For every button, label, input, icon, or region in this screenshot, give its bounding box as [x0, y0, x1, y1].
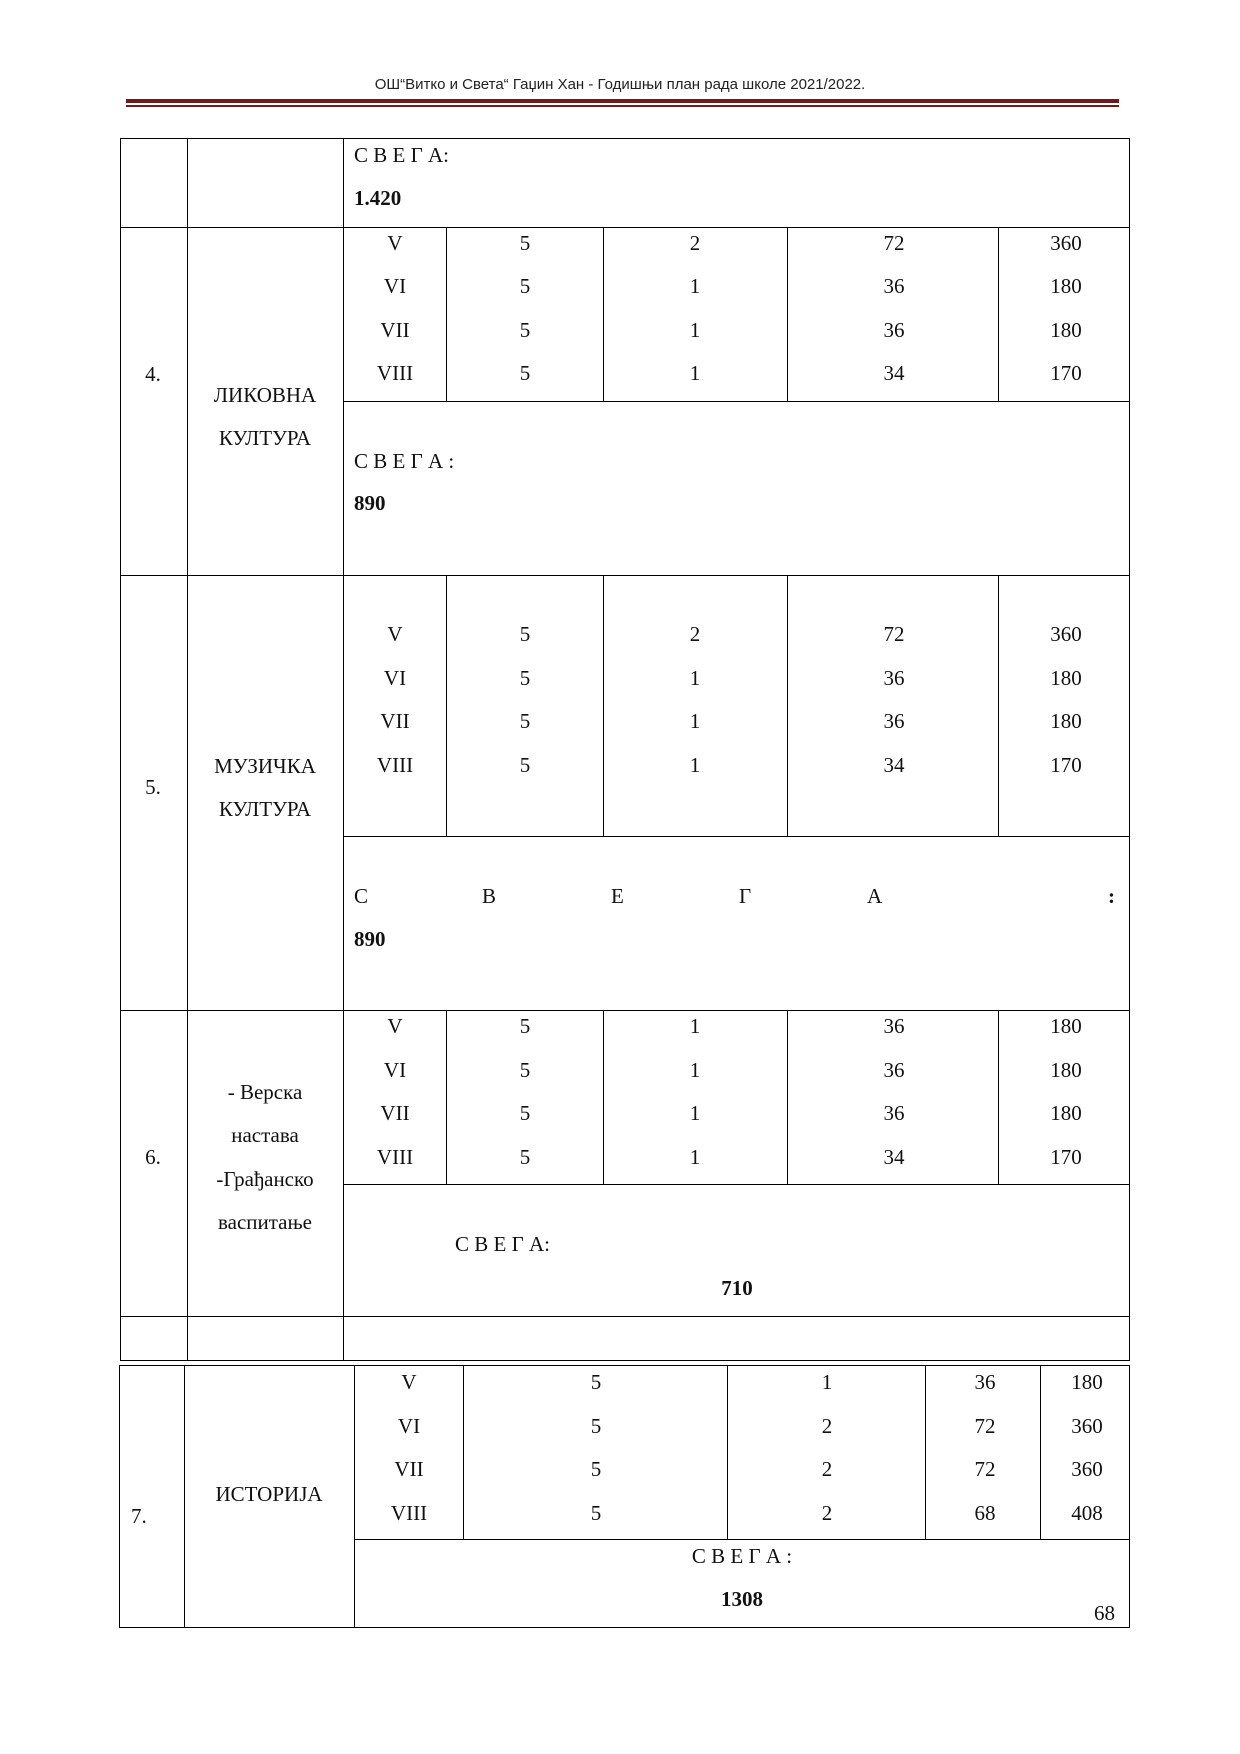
- data-cell: 180: [1050, 666, 1082, 690]
- grade-cell: VI: [383, 274, 407, 298]
- data-cell: 180: [1050, 1101, 1082, 1125]
- data-cell: 5: [519, 274, 531, 298]
- data-cell: 5: [590, 1501, 602, 1525]
- subject-name: настава: [231, 1123, 299, 1147]
- grade-cell: VIII: [376, 1145, 414, 1169]
- data-cell: 1: [689, 1058, 701, 1082]
- data-cell: 5: [519, 1101, 531, 1125]
- grade-cell: VI: [397, 1414, 421, 1438]
- data-cell: 180: [1071, 1370, 1103, 1394]
- data-cell: 5: [590, 1414, 602, 1438]
- subject-name: ЛИКОВНА: [213, 383, 317, 407]
- subject-name: КУЛТУРА: [218, 797, 312, 821]
- row-total: 1308: [721, 1587, 763, 1611]
- data-cell: 170: [1050, 753, 1082, 777]
- data-cell: 1: [689, 666, 701, 690]
- data-cell: 5: [519, 709, 531, 733]
- svega-label: С В Е Г А :: [691, 1544, 793, 1568]
- data-cell: 2: [689, 622, 701, 646]
- grade-cell: V: [387, 1014, 403, 1038]
- data-cell: 1: [689, 1145, 701, 1169]
- data-cell: 34: [883, 361, 905, 385]
- data-cell: 72: [883, 622, 905, 646]
- grade-cell: V: [401, 1370, 417, 1394]
- svega-label: С В Е Г А:: [354, 143, 449, 167]
- data-cell: 36: [974, 1370, 996, 1394]
- row-number: 6.: [145, 1145, 161, 1169]
- document-header: ОШ“Витко и Света“ Гаџин Хан - Годишњи план рада школе 2021/2022.: [374, 76, 866, 93]
- row-total: 1.420: [354, 186, 402, 210]
- data-cell: 180: [1050, 1014, 1082, 1038]
- grade-cell: VII: [380, 1101, 410, 1125]
- data-cell: 5: [519, 1058, 531, 1082]
- row-total: 890: [354, 927, 386, 951]
- row-total: 710: [721, 1276, 753, 1300]
- grade-cell: V: [387, 622, 403, 646]
- header-rule-thin: [126, 105, 1119, 107]
- data-cell: 2: [821, 1414, 833, 1438]
- subject-name: МУЗИЧКА: [214, 754, 316, 778]
- subject-name: васпитање: [217, 1210, 313, 1234]
- grade-cell: VII: [380, 318, 410, 342]
- subject-name: - Верска: [227, 1080, 303, 1104]
- subject-name: ИСТОРИЈА: [215, 1482, 323, 1506]
- data-cell: 36: [883, 1014, 905, 1038]
- svega-label: С В Е Г А:: [455, 1232, 550, 1256]
- grade-cell: VII: [380, 709, 410, 733]
- row-number: 5.: [145, 775, 161, 799]
- data-cell: 1: [821, 1370, 833, 1394]
- data-cell: 180: [1050, 1058, 1082, 1082]
- data-cell: 408: [1071, 1501, 1103, 1525]
- data-cell: 5: [519, 318, 531, 342]
- data-cell: 34: [883, 1145, 905, 1169]
- data-cell: 5: [519, 1014, 531, 1038]
- data-cell: 5: [519, 666, 531, 690]
- subject-name: КУЛТУРА: [218, 426, 312, 450]
- data-cell: 68: [974, 1501, 996, 1525]
- data-cell: 36: [883, 1058, 905, 1082]
- data-cell: 180: [1050, 318, 1082, 342]
- data-cell: 36: [883, 1101, 905, 1125]
- data-cell: 2: [689, 231, 701, 255]
- data-cell: 1: [689, 361, 701, 385]
- data-cell: 72: [974, 1457, 996, 1481]
- data-cell: 34: [883, 753, 905, 777]
- svega-label: С В Е Г А :: [354, 449, 455, 473]
- data-cell: 5: [519, 622, 531, 646]
- data-cell: 5: [519, 231, 531, 255]
- data-cell: 360: [1071, 1414, 1103, 1438]
- data-cell: 1: [689, 709, 701, 733]
- data-cell: 180: [1050, 274, 1082, 298]
- data-cell: 72: [974, 1414, 996, 1438]
- grade-cell: VI: [383, 666, 407, 690]
- data-cell: 1: [689, 1014, 701, 1038]
- data-cell: 360: [1071, 1457, 1103, 1481]
- data-cell: 360: [1050, 622, 1082, 646]
- data-cell: 2: [821, 1501, 833, 1525]
- grade-cell: V: [387, 231, 403, 255]
- data-cell: 36: [883, 274, 905, 298]
- subject-name: -Грађанско: [216, 1167, 314, 1191]
- data-cell: 36: [883, 709, 905, 733]
- data-cell: 36: [883, 318, 905, 342]
- data-cell: 5: [519, 1145, 531, 1169]
- data-cell: 1: [689, 1101, 701, 1125]
- page-number: 68: [1094, 1601, 1115, 1625]
- data-cell: 72: [883, 231, 905, 255]
- grade-cell: VIII: [376, 361, 414, 385]
- data-cell: 360: [1050, 231, 1082, 255]
- data-cell: 5: [519, 361, 531, 385]
- data-cell: 5: [590, 1370, 602, 1394]
- data-cell: 170: [1050, 361, 1082, 385]
- grade-cell: VII: [394, 1457, 424, 1481]
- grade-cell: VIII: [376, 753, 414, 777]
- data-cell: 2: [821, 1457, 833, 1481]
- data-cell: 1: [689, 753, 701, 777]
- grade-cell: VI: [383, 1058, 407, 1082]
- data-cell: 1: [689, 318, 701, 342]
- data-cell: 5: [590, 1457, 602, 1481]
- row-number: 4.: [145, 362, 161, 386]
- data-cell: 36: [883, 666, 905, 690]
- row-total: 890: [354, 491, 386, 515]
- row-number: 7.: [131, 1504, 147, 1528]
- header-rule: [126, 99, 1119, 103]
- grade-cell: VIII: [390, 1501, 428, 1525]
- data-cell: 1: [689, 274, 701, 298]
- data-cell: 180: [1050, 709, 1082, 733]
- data-cell: 5: [519, 753, 531, 777]
- data-cell: 170: [1050, 1145, 1082, 1169]
